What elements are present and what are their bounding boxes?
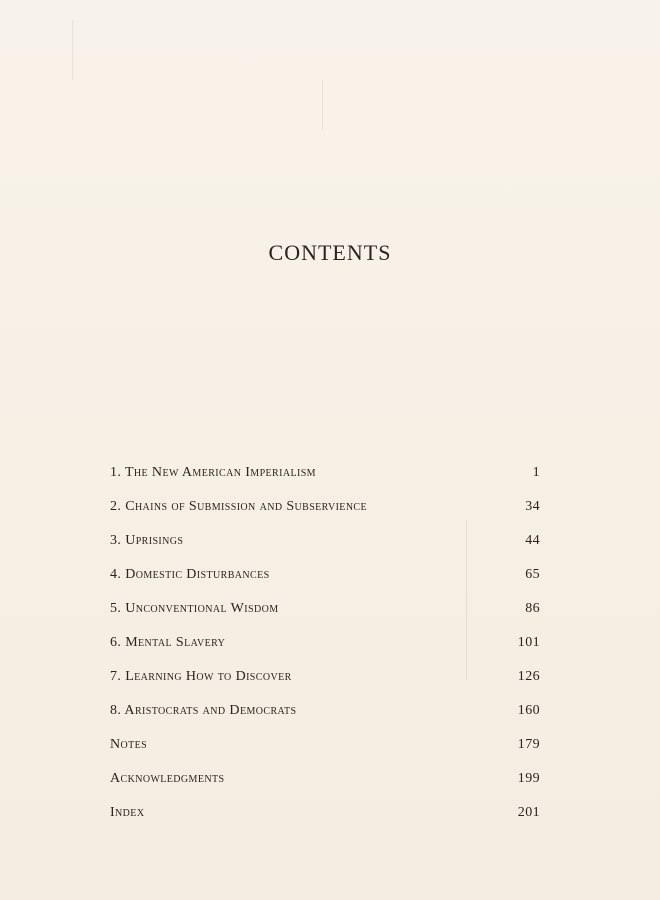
toc-entry-page: 65 xyxy=(525,567,540,582)
toc-entry[interactable] xyxy=(110,660,540,694)
toc-entry[interactable] xyxy=(110,694,540,728)
toc-entry-page: 34 xyxy=(525,499,540,514)
toc-entry-page: 86 xyxy=(525,601,540,616)
toc-entry-page: 126 xyxy=(517,669,540,684)
toc-entry[interactable] xyxy=(110,558,540,592)
toc-entry-page: 199 xyxy=(517,771,540,786)
toc-entry-title: 8. Aristocrats and Democrats xyxy=(110,703,297,718)
toc-entry[interactable] xyxy=(110,592,540,626)
toc-entry-title: Acknowledgments xyxy=(110,771,225,786)
toc-entry-page: 44 xyxy=(525,533,540,548)
toc-entry[interactable] xyxy=(110,524,540,558)
toc-entry-title: 1. The New American Imperialism xyxy=(110,465,316,480)
toc-entry[interactable] xyxy=(110,796,540,830)
toc-entry[interactable] xyxy=(110,626,540,660)
toc-entry[interactable] xyxy=(110,456,540,490)
toc-entry-page: 1 xyxy=(532,465,540,480)
toc-entry-page: 101 xyxy=(517,635,540,650)
toc-entry-page: 160 xyxy=(517,703,540,718)
toc-entry-title: 6. Mental Slavery xyxy=(110,635,226,650)
toc-entry-title: Index xyxy=(110,805,145,820)
toc-entry[interactable] xyxy=(110,490,540,524)
toc-entry-title: 3. Uprisings xyxy=(110,533,184,548)
table-of-contents xyxy=(110,456,540,830)
toc-entry-title: 5. Unconventional Wisdom xyxy=(110,601,279,616)
paper-mark xyxy=(72,20,73,80)
toc-entry-title: 2. Chains of Submission and Subservience xyxy=(110,499,368,514)
toc-entry[interactable] xyxy=(110,762,540,796)
toc-entry-title: 4. Domestic Disturbances xyxy=(110,567,270,582)
paper-mark xyxy=(322,80,323,130)
toc-entry-page: 179 xyxy=(517,737,540,752)
toc-entry-page: 201 xyxy=(517,805,540,820)
contents-heading: CONTENTS xyxy=(268,240,392,265)
toc-entry-title: Notes xyxy=(110,737,148,752)
toc-entry-title: 7. Learning How to Discover xyxy=(110,669,292,684)
toc-entry[interactable] xyxy=(110,728,540,762)
